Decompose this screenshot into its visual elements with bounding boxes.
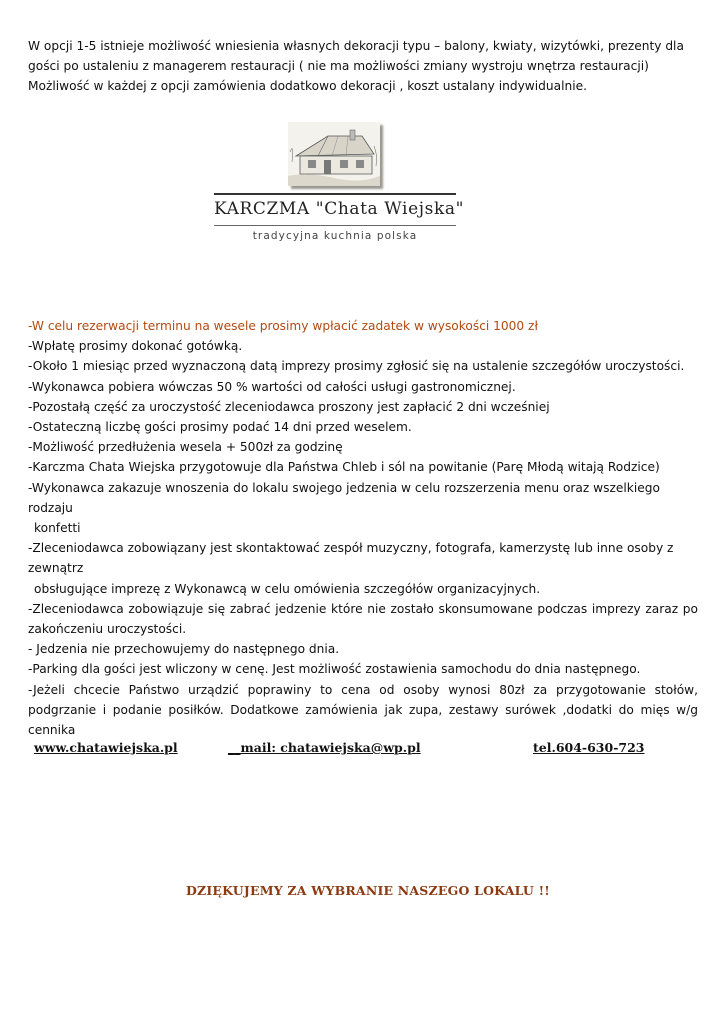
cottage-sketch-image [288, 122, 380, 186]
term-item: -Około 1 miesiąc przed wyznaczoną datą imprezy prosimy zgłosić się na ustalenie szczegółów uroczystości. [28, 359, 685, 374]
contractor-term: -Zleceniodawca zobowiązany jest skontaktować zespół muzyczny, fotografa, kamerzystę lub inne osoby z zewnątrz [28, 541, 674, 576]
website-link[interactable]: www.chatawiejska.pl [34, 740, 178, 755]
term-item: -Wykonawca pobiera wówczas 50 % wartości od całości usługi gastronomicznej. [28, 379, 516, 394]
contractor-term-continued: obsługujące imprezę z Wykonawcą w celu omówienia szczegółów organizacyjnych. [34, 581, 541, 596]
deposit-term: -W celu rezerwacji terminu na wesele prosimy wpłacić zadatek w wysokości 1000 zł [28, 319, 538, 333]
thank-you-message: DZIĘKUJEMY ZA WYBRANIE NASZEGO LOKALU !! [186, 883, 550, 898]
logo-bottom-divider [214, 225, 456, 226]
terms-section [28, 316, 698, 740]
term-item: -Wpłatę prosimy dokonać gotówką. [28, 339, 243, 354]
intro-section [28, 36, 698, 96]
cottage-sketch-icon [288, 122, 380, 186]
term-item: -Możliwość przedłużenia wesela + 500zł za godzinę [28, 440, 343, 455]
intro-decorations-text: W opcji 1-5 istnieje możliwość wniesienia własnych dekoracji typu – balony, kwiaty, wizytówki, prezenty dla gości po ustaleniu z managerem restauracji ( nie ma możliwości zmiany wystroju wnętrza restauracji) [28, 39, 684, 73]
intro-extra-decorations-text: Możliwość w każdej z opcji zamówienia dodatkowo dekoracji , koszt ustalany indywidualnie. [28, 79, 587, 93]
confetti-term-continued: konfetti [34, 521, 81, 536]
restaurant-name: KARCZMA "Chata Wiejska" [214, 199, 464, 219]
logo-top-divider [214, 193, 456, 195]
takeaway-term: -Zleceniodawca zobowiązuje się zabrać jedzenie które nie zostało skonsumowane podczas imprezy zaraz po zakończeniu uroczystości. [28, 601, 698, 637]
storage-term: - Jedzenia nie przechowujemy do następnego dnia. [28, 642, 340, 657]
phone-link[interactable]: tel.604-630-723 [533, 740, 645, 755]
term-item: -Pozostałą część za uroczystość zleceniodawca proszony jest zapłacić 2 dni wcześniej [28, 399, 550, 414]
confetti-term: -Wykonawca zakazuje wnoszenia do lokalu swojego jedzenia w celu rozszerzenia menu oraz wszelkiego rodzaju [28, 480, 660, 515]
email-link[interactable]: __mail: chatawiejska@wp.pl [228, 740, 421, 755]
corrective-party-term: -Jeżeli chcecie Państwo urządzić poprawiny to cena od osoby wynosi 80zł za przygotowanie stołów, podgrzanie i podanie posiłków. Dodatkowe zamówienia jak zupa, zestawy surówek ,dodatki do mięs w/g cennika [28, 682, 698, 738]
term-item: -Ostateczną liczbę gości prosimy podać 14 dni przed weselem. [28, 420, 412, 435]
restaurant-logo [214, 122, 464, 246]
parking-term: -Parking dla gości jest wliczony w cenę. Jest możliwość zostawienia samochodu do dnia następnego. [28, 662, 641, 677]
term-item: -Karczma Chata Wiejska przygotowuje dla Państwa Chleb i sól na powitanie (Parę Młodą witają Rodzice) [28, 460, 660, 475]
restaurant-tagline: tradycyjna kuchnia polska [252, 230, 418, 242]
